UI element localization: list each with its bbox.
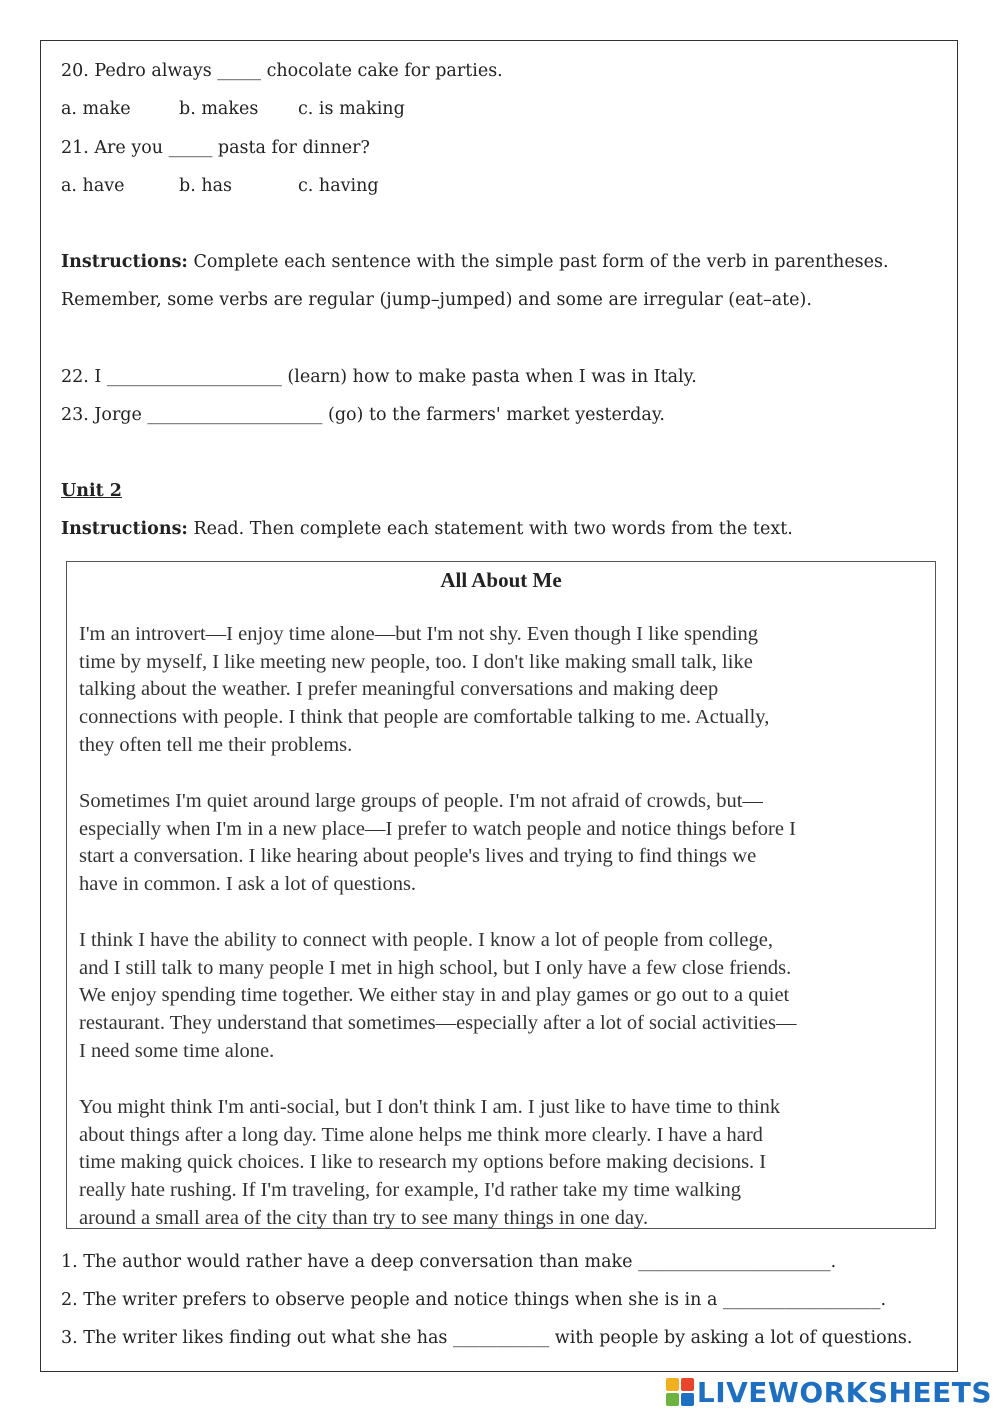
reading-line: especially when I'm in a new place—I prefer to watch people and notice things before I	[79, 817, 796, 840]
reading-line: about things after a long day. Time alone helps me think more clearly. I have a hard	[79, 1123, 763, 1146]
logo-text: LIVEWORKSHEETS	[696, 1375, 992, 1409]
reading-box	[66, 561, 936, 1229]
reading-line: time by myself, I like meeting new people, too. I don't like making small talk, like	[79, 650, 753, 673]
question-20: 20. Pedro always _____ chocolate cake for parties.	[61, 61, 503, 81]
reading-line: Sometimes I'm quiet around large groups of people. I'm not afraid of crowds, but—	[79, 790, 763, 812]
instructions-read-label: Instructions:	[61, 519, 188, 539]
reading-line: have in common. I ask a lot of questions.	[79, 873, 417, 896]
reading-paragraph-2	[79, 788, 925, 899]
reading-line: I think I have the ability to connect with people. I know a lot of people from college,	[79, 929, 773, 951]
reading-paragraph-4	[79, 1094, 925, 1233]
reading-line: talking about the weather. I prefer meaningful conversations and making deep	[79, 678, 719, 701]
reading-line: I'm an introvert—I enjoy time alone—but I'm not shy. Even though I like spending	[79, 623, 759, 645]
liveworksheets-logo[interactable]	[666, 1375, 992, 1409]
reading-line: start a conversation. I like hearing about people's lives and trying to find things we	[79, 845, 757, 868]
question-22: 22. I ____________________ (learn) how to make pasta when I was in Italy.	[61, 367, 697, 387]
instructions-past	[61, 251, 889, 273]
reading-paragraph-1	[79, 621, 925, 760]
reading-line: time making quick choices. I like to research my options before making decisions. I	[79, 1151, 767, 1174]
reading-line: restaurant. They understand that sometimes—especially after a lot of social activities—	[79, 1012, 797, 1035]
instructions-label: Instructions:	[61, 252, 188, 272]
question-21: 21. Are you _____ pasta for dinner?	[61, 138, 370, 158]
statement-1: 1. The author would rather have a deep conversation than make ______________________.	[61, 1252, 837, 1272]
unit-title: Unit 2	[61, 481, 122, 501]
reading-line: You might think I'm anti-social, but I don't think I am. I just like to have time to think	[79, 1096, 781, 1118]
option-21c[interactable]: c. having	[298, 176, 379, 196]
question-23: 23. Jorge ____________________ (go) to the farmers' market yesterday.	[61, 405, 665, 425]
option-20a[interactable]: a. make	[61, 99, 131, 119]
option-21a[interactable]: a. have	[61, 176, 125, 196]
instructions-read-text: Read. Then complete each statement with two words from the text.	[187, 519, 793, 539]
reading-line: around a small area of the city than try to see many things in one day.	[79, 1206, 649, 1229]
instructions-text: Complete each sentence with the simple past form of the verb in parentheses.	[187, 252, 889, 272]
reading-line: they often tell me their problems.	[79, 733, 353, 756]
reading-title: All About Me	[440, 568, 562, 592]
statement-3: 3. The writer likes finding out what she has ___________ with people by asking a lot of questions.	[61, 1328, 913, 1348]
reading-paragraph-3	[79, 927, 925, 1066]
reading-line: connections with people. I think that people are comfortable talking to me. Actually,	[79, 706, 770, 729]
logo-mark-icon	[666, 1378, 694, 1406]
option-21b[interactable]: b. has	[179, 176, 233, 196]
option-20c[interactable]: c. is making	[298, 99, 405, 119]
reading-line: really hate rushing. If I'm traveling, for example, I'd rather take my time walking	[79, 1179, 742, 1202]
instructions-read	[61, 518, 793, 540]
instructions-past-line2: Remember, some verbs are regular (jump–jumped) and some are irregular (eat–ate).	[61, 290, 812, 310]
statement-2: 2. The writer prefers to observe people and notice things when she is in a __________________.	[61, 1290, 887, 1310]
reading-line: I need some time alone.	[79, 1039, 275, 1062]
reading-line: We enjoy spending time together. We either stay in and play games or go out to a quiet	[79, 984, 790, 1007]
reading-line: and I still talk to many people I met in high school, but I only have a few close friends.	[79, 956, 792, 979]
option-20b[interactable]: b. makes	[179, 99, 259, 119]
